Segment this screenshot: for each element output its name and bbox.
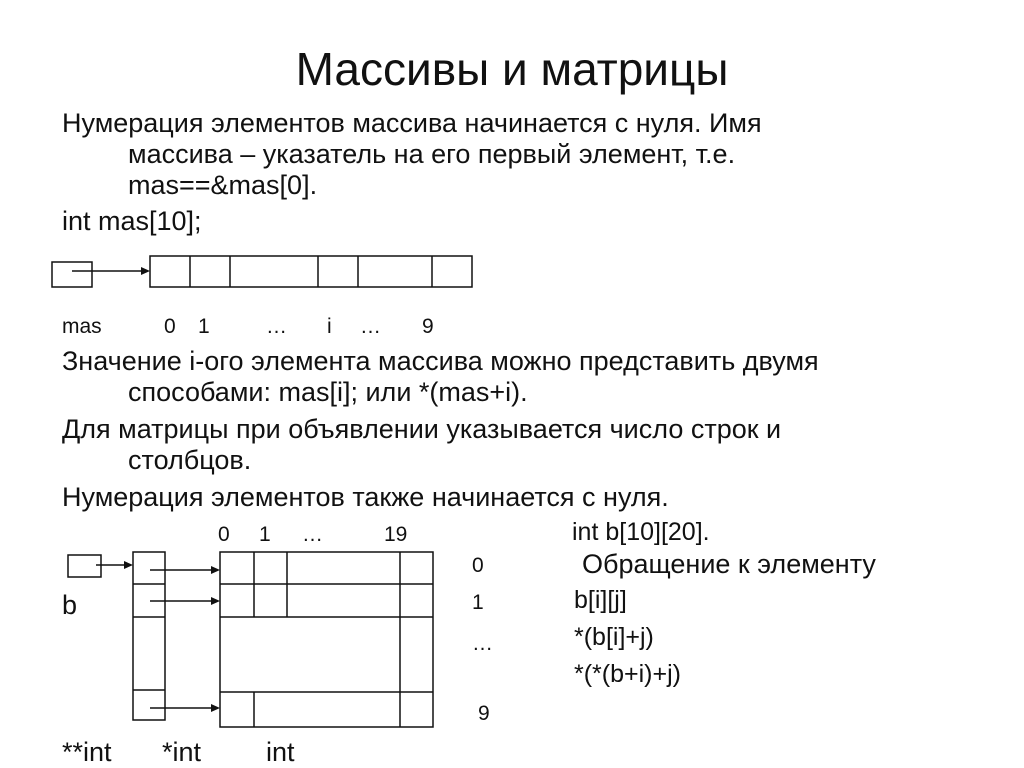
array-index-label: 0 xyxy=(164,315,176,338)
matrix-row-label: 1 xyxy=(472,591,484,614)
intro-line-3: mas==&mas[0]. xyxy=(128,170,318,200)
type-label-pointer: *int xyxy=(162,737,202,767)
mas-pointer-box xyxy=(52,262,92,287)
array-index-label: i xyxy=(327,315,332,338)
arrowhead xyxy=(124,561,133,569)
array-index-label: … xyxy=(360,315,381,338)
mas-label: mas xyxy=(62,315,102,338)
matrix-grid xyxy=(220,552,433,727)
arrowhead xyxy=(141,267,150,275)
matrix-declaration: int b[10][20]. xyxy=(572,518,710,546)
matrix-col-label: … xyxy=(302,523,323,546)
matrix-numbering: Нумерация элементов также начинается с нуля. xyxy=(62,482,669,512)
array-index-label: 1 xyxy=(198,315,210,338)
matrix-col-label: 1 xyxy=(259,523,271,546)
matrix-row-label: 9 xyxy=(478,702,490,725)
matrix-line-2: столбцов. xyxy=(128,445,252,475)
arrowhead xyxy=(211,704,220,712)
matrix-col-label: 0 xyxy=(218,523,230,546)
value-line-2: способами: mas[i]; или *(mas+i). xyxy=(128,377,528,407)
matrix-row-label: 0 xyxy=(472,554,484,577)
page-title: Массивы и матрицы xyxy=(295,43,729,95)
array-index-label: 9 xyxy=(422,315,434,338)
array-declaration: int mas[10]; xyxy=(62,206,202,236)
type-label-int: int xyxy=(266,737,295,767)
matrix-col-label: 19 xyxy=(384,523,408,546)
b-pointer-box xyxy=(68,555,101,577)
arrowhead xyxy=(211,597,220,605)
intro-line-1: Нумерация элементов массива начинается с нуля. Имя xyxy=(62,108,762,138)
access-heading: Обращение к элементу xyxy=(582,549,876,579)
access-form: *(*(b+i)+j) xyxy=(574,660,681,688)
array-index-label: … xyxy=(266,315,287,338)
type-label-double-pointer: **int xyxy=(62,737,112,767)
access-form: *(b[i]+j) xyxy=(574,623,654,651)
value-line-1: Значение i-ого элемента массива можно представить двумя xyxy=(62,346,819,376)
array-cells-frame xyxy=(150,256,472,287)
arrowhead xyxy=(211,566,220,574)
intro-line-2: массива – указатель на его первый элемент, т.е. xyxy=(128,139,736,169)
matrix-row-label: … xyxy=(472,632,493,655)
b-label: b xyxy=(62,590,78,620)
access-form: b[i][j] xyxy=(574,586,627,614)
matrix-line-1: Для матрицы при объявлении указывается число строк и xyxy=(62,414,782,444)
row-pointer-array xyxy=(133,552,165,720)
